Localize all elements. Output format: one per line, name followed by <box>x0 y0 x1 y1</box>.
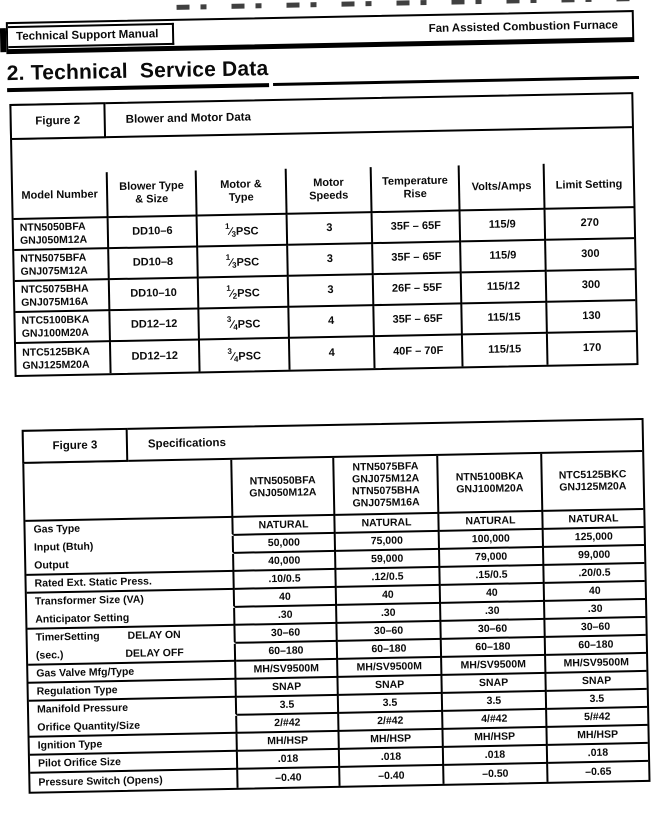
spec-value: 40 <box>545 582 645 602</box>
motor-type-text: PSC <box>236 256 260 269</box>
figure2-table <box>9 92 638 377</box>
section-title: 2. Technical Service Data <box>7 57 269 92</box>
motor-frac-num: 3 <box>227 346 233 356</box>
spec-value: SNAP <box>442 674 546 694</box>
col-header-temperature-rise: Temperature Rise <box>372 165 461 213</box>
figure2-caption: Blower and Motor Data <box>125 111 252 126</box>
spec-label: Pressure Switch (Opens) <box>30 770 238 792</box>
model-cell: NTC5075BHA GNJ075M16A <box>15 280 111 313</box>
motor-frac-den: 3 <box>231 229 237 239</box>
spec-col-header-4: NTC5125BKC GNJ125M20A <box>542 452 643 512</box>
volts-amps-cell: 115/15 <box>462 303 548 336</box>
motor-frac-slash: ⁄ <box>230 256 233 269</box>
volts-amps-cell: 115/9 <box>461 210 547 243</box>
spec-value: 40 <box>337 586 441 606</box>
spec-value: 3.5 <box>237 696 339 716</box>
spec-col-header-1: NTN5050BFA GNJ050M12A <box>232 458 335 518</box>
spec-value: NATURAL <box>543 510 643 530</box>
spec-value: 30–60 <box>337 622 441 642</box>
motor-frac-num: 3 <box>226 314 232 324</box>
spec-label: Transformer Size (VA) <box>27 590 235 612</box>
blower-cell: DD10–8 <box>109 247 199 280</box>
spec-label: Gas Type <box>25 518 233 540</box>
col-header-limit-setting: Limit Setting <box>545 162 634 210</box>
spec-value: 2/#42 <box>339 712 443 732</box>
figure3-label-box: Figure 3 <box>22 428 129 464</box>
spec-value: 125,000 <box>544 528 644 548</box>
motor-frac-num: 1 <box>225 221 230 231</box>
spec-label: Anticipator Setting <box>27 608 235 630</box>
blower-cell: DD12–12 <box>110 309 200 342</box>
spec-value: SNAP <box>236 678 338 698</box>
spec-corner-cell <box>24 460 233 522</box>
speeds-cell: 3 <box>288 244 374 277</box>
spec-label-sub: DELAY OFF <box>125 646 184 660</box>
col-header-model-number: Model Number <box>13 172 109 220</box>
spec-value: 40 <box>235 588 337 608</box>
spec-value: .018 <box>444 746 548 766</box>
spec-value: .018 <box>548 744 648 764</box>
motor-cell <box>199 277 290 310</box>
spec-value: MH/SV9500M <box>442 656 546 676</box>
spec-value: SNAP <box>546 672 646 692</box>
motor-frac-den: 2 <box>232 291 238 301</box>
blower-cell: DD10–10 <box>110 278 200 311</box>
header-left-title: Technical Support Manual <box>8 23 175 48</box>
spec-value: 3.5 <box>339 694 443 714</box>
spec-value: 30–60 <box>441 620 545 640</box>
spec-value: .15/0.5 <box>440 566 544 586</box>
spec-value: MH/SV9500M <box>546 654 646 674</box>
spec-value: 60–180 <box>236 642 338 662</box>
motor-frac-den: 3 <box>232 260 237 270</box>
spec-label: Rated Ext. Static Press. <box>26 572 234 594</box>
col-header-motor-speeds: Motor Speeds <box>287 167 373 215</box>
spec-value: –0.50 <box>444 764 548 784</box>
motor-cell <box>200 339 291 372</box>
figure2-grid <box>13 162 637 375</box>
spec-value: 60–180 <box>546 636 646 656</box>
speeds-cell: 4 <box>289 306 375 339</box>
speeds-cell: 3 <box>288 213 374 246</box>
spec-value: .10/0.5 <box>234 570 336 590</box>
spec-value: SNAP <box>338 676 442 696</box>
limit-cell: 300 <box>546 239 635 272</box>
model-cell: NTC5100BKA GNJ100M20A <box>15 311 111 344</box>
motor-cell <box>198 246 289 279</box>
spec-value: 3.5 <box>547 690 647 710</box>
spec-label: Regulation Type <box>29 680 237 702</box>
spec-value: .30 <box>441 602 545 622</box>
blower-cell: DD10–6 <box>109 216 199 249</box>
temp-rise-cell: 35F – 65F <box>374 304 463 337</box>
temp-rise-cell: 35F – 65F <box>373 242 462 275</box>
spec-value: MH/HSP <box>547 726 647 746</box>
spec-value: 40 <box>441 584 545 604</box>
spec-label: Manifold Pressure <box>29 698 237 720</box>
spec-value: NATURAL <box>233 516 335 536</box>
figure2-label-box: Figure 2 <box>9 102 106 140</box>
model-cell: NTC5125BKA GNJ125M20A <box>16 342 112 375</box>
motor-type-text: PSC <box>237 318 261 331</box>
spec-value: MH/HSP <box>443 728 547 748</box>
spec-value: NATURAL <box>439 512 543 532</box>
figure3-table <box>22 418 651 794</box>
volts-amps-cell: 115/12 <box>462 272 548 305</box>
spec-value: 59,000 <box>336 550 440 570</box>
spec-value: .12/0.5 <box>336 568 440 588</box>
header-right-title: Fan Assisted Combustion Furnace <box>428 18 619 35</box>
model-cell: NTN5050BFA GNJ050M12A <box>14 218 110 251</box>
spec-value: MH/HSP <box>339 730 443 750</box>
col-header-blower-type: Blower Type & Size <box>108 170 198 218</box>
spec-value: 30–60 <box>545 618 645 638</box>
motor-frac-num: 1 <box>225 252 231 262</box>
spec-value: .018 <box>238 750 340 770</box>
motor-frac-den: 4 <box>233 322 238 332</box>
spec-label-sub: DELAY ON <box>127 628 181 642</box>
spec-label-main: TimerSetting <box>35 630 100 644</box>
motor-cell <box>199 308 290 341</box>
spec-value: MH/SV9500M <box>236 660 338 680</box>
limit-cell: 130 <box>547 301 636 334</box>
spec-value: 100,000 <box>440 530 544 550</box>
spec-value: –0.65 <box>585 765 612 779</box>
spec-value: MH/SV9500M <box>338 658 442 678</box>
limit-cell: 170 <box>582 341 602 355</box>
motor-frac-slash: ⁄ <box>230 287 233 300</box>
spec-value: 79,000 <box>440 548 544 568</box>
speeds-cell: 4 <box>290 337 376 370</box>
blower-cell: DD12–12 <box>111 340 201 373</box>
page-header-bar <box>6 10 634 54</box>
figure3-grid <box>24 452 648 792</box>
spec-value: 99,000 <box>544 546 644 566</box>
heading-rule <box>273 76 639 86</box>
motor-frac-slash: ⁄ <box>231 318 234 331</box>
col-header-motor-type: Motor & Type <box>197 169 288 217</box>
spec-value: .20/0.5 <box>544 564 644 584</box>
temp-rise-cell: 35F – 65F <box>373 211 462 244</box>
spec-col-header-3: NTN5100BKA GNJ100M20A <box>438 454 543 514</box>
motor-frac-den: 4 <box>233 354 239 364</box>
col-header-volts-amps: Volts/Amps <box>460 164 546 212</box>
spec-label-main: (sec.) <box>35 649 64 662</box>
spec-label: Gas Valve Mfg/Type <box>28 662 236 684</box>
motor-type-text: PSC <box>235 225 259 238</box>
limit-cell: 270 <box>546 208 635 241</box>
spec-value: –0.40 <box>238 768 340 788</box>
spec-value: 60–180 <box>338 640 442 660</box>
temp-rise-cell: 26F – 55F <box>374 273 463 306</box>
motor-type-text: PSC <box>237 287 260 300</box>
spec-value: NATURAL <box>335 514 439 534</box>
motor-frac-slash: ⁄ <box>229 225 232 238</box>
spec-value: .30 <box>235 606 337 626</box>
motor-type-text: PSC <box>238 350 262 363</box>
motor-frac-num: 1 <box>226 283 231 293</box>
spec-value: MH/HSP <box>238 732 340 752</box>
motor-cell <box>198 215 289 248</box>
spec-col-header-2: NTN5075BFA GNJ075M12A NTN5075BHA GNJ075M16A <box>334 456 439 516</box>
volts-amps-cell: 115/15 <box>463 334 549 367</box>
spec-value: 4/#42 <box>443 710 547 730</box>
spec-value: 2/#42 <box>237 714 339 734</box>
temp-rise-cell: 40F – 70F <box>375 335 464 368</box>
spec-value: 60–180 <box>442 638 546 658</box>
spec-value: 75,000 <box>336 532 440 552</box>
spec-value: 40,000 <box>234 552 336 572</box>
spec-label: Ignition Type <box>30 734 238 756</box>
spec-value: 5/#42 <box>547 708 647 728</box>
spec-value: 3.5 <box>443 692 547 712</box>
section-heading-row <box>7 50 639 92</box>
spec-label: Orifice Quantity/Size <box>29 716 237 738</box>
clipped-scan-artifact <box>177 0 632 10</box>
spec-value: 50,000 <box>234 534 336 554</box>
spec-value: –0.40 <box>340 766 444 786</box>
spec-label: Pilot Orifice Size <box>30 752 238 774</box>
spec-label: Output <box>26 554 234 576</box>
spec-value: .018 <box>340 748 444 768</box>
spec-value: 30–60 <box>235 624 337 644</box>
spec-value: .30 <box>337 604 441 624</box>
limit-cell: 300 <box>547 270 636 303</box>
model-cell: NTN5075BFA GNJ075M12A <box>14 249 110 282</box>
speeds-cell: 3 <box>289 275 375 308</box>
spec-value: .30 <box>545 600 645 620</box>
figure3-caption: Specifications <box>147 436 227 451</box>
volts-amps-cell: 115/9 <box>461 241 547 274</box>
motor-frac-slash: ⁄ <box>231 350 235 363</box>
spec-label: Input (Btuh) <box>26 536 234 558</box>
